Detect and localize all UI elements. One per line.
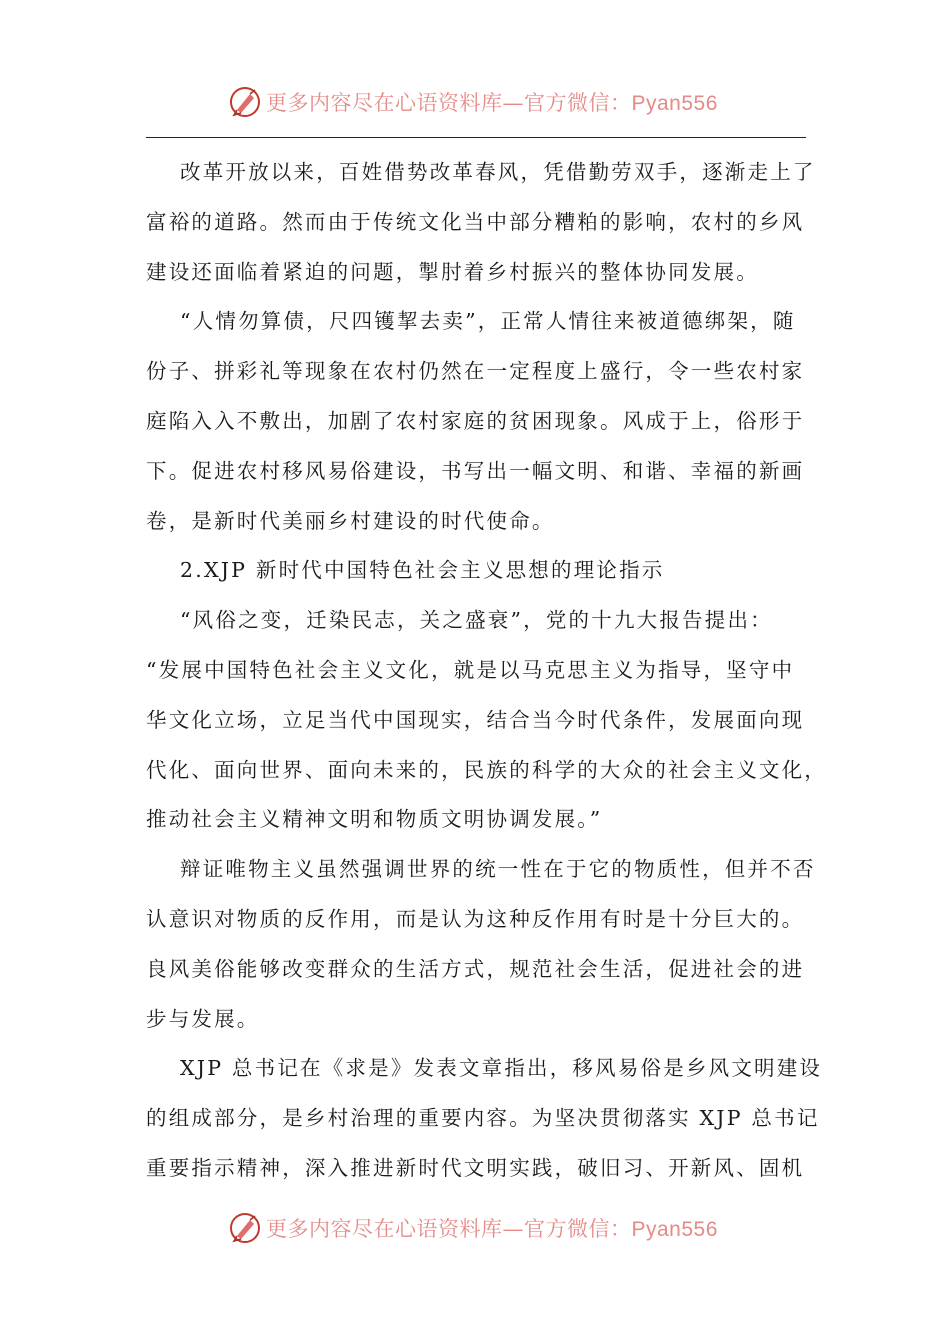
text-line: 重要指示精神，深入推进新时代文明实践，破旧习、开新风、固机 — [146, 1155, 805, 1180]
text-line: 改革开放以来，百姓借势改革春风，凭借勤劳双手，逐渐走上了 — [180, 160, 816, 184]
article-body — [146, 148, 827, 1194]
header-watermark-banner — [228, 82, 748, 122]
wechat-id: Pyan556 — [631, 92, 718, 115]
text-line: 庭陷入入不敷出，加剧了农村家庭的贫困现象。风成于上，俗形于 — [146, 408, 805, 433]
header-divider — [146, 137, 806, 138]
wechat-id: Pyan556 — [631, 1218, 718, 1241]
text-line: 卷，是新时代美丽乡村建设的时代使命。 — [146, 508, 555, 533]
text-line: 建设还面临着紧迫的问题，掣肘着乡村振兴的整体协同发展。 — [146, 259, 759, 284]
banner-main-text: 更多内容尽在心语资料库—官方微信： — [266, 91, 632, 115]
text-line: 华文化立场，立足当代中国现实，结合当今时代条件，发展面向现 — [146, 707, 805, 732]
text-line: 步与发展。 — [146, 1006, 260, 1031]
text-line: 认意识对物质的反作用，而是认为这种反作用有时是十分巨大的。 — [146, 906, 805, 931]
banner-text — [266, 87, 718, 117]
text-line: 的组成部分，是乡村治理的重要内容。为坚决贯彻落实 XJP 总书记 — [146, 1106, 820, 1131]
text-line: 良风美俗能够改变群众的生活方式，规范社会生活，促进社会的进 — [146, 956, 805, 981]
text-line: “发展中国特色社会主义文化，就是以马克思主义为指导，坚守中 — [146, 657, 795, 682]
banner-text — [266, 1213, 718, 1243]
footer-watermark-banner — [228, 1208, 748, 1248]
banner-main-text: 更多内容尽在心语资料库—官方微信： — [266, 1217, 632, 1241]
text-line: “风俗之变，迁染民志，关之盛衰”，党的十九大报告提出： — [180, 608, 773, 633]
text-line: 富裕的道路。然而由于传统文化当中部分糟粕的影响，农村的乡风 — [146, 209, 805, 234]
text-line: 份子、拼彩礼等现象在农村仍然在一定程度上盛行，令一些农村家 — [146, 359, 805, 384]
pen-nib-icon — [228, 85, 262, 119]
section-heading: 2.XJP 新时代中国特色社会主义思想的理论指示 — [180, 558, 665, 583]
text-line: XJP 总书记在《求是》发表文章指出，移风易俗是乡风文明建设 — [180, 1056, 823, 1081]
text-line: “人情勿算债，尺四镬挈去卖”，正常人情往来被道德绑架，随 — [180, 309, 796, 334]
text-line: 推动社会主义精神文明和物质文明协调发展。” — [146, 807, 603, 832]
text-line: 下。促进农村移风易俗建设，书写出一幅文明、和谐、幸福的新画 — [146, 458, 805, 483]
pen-nib-icon — [228, 1211, 262, 1245]
text-line: 辩证唯物主义虽然强调世界的统一性在于它的物质性，但并不否 — [180, 857, 816, 882]
text-line: 代化、面向世界、面向未来的，民族的科学的大众的社会主义文化， — [146, 757, 827, 782]
